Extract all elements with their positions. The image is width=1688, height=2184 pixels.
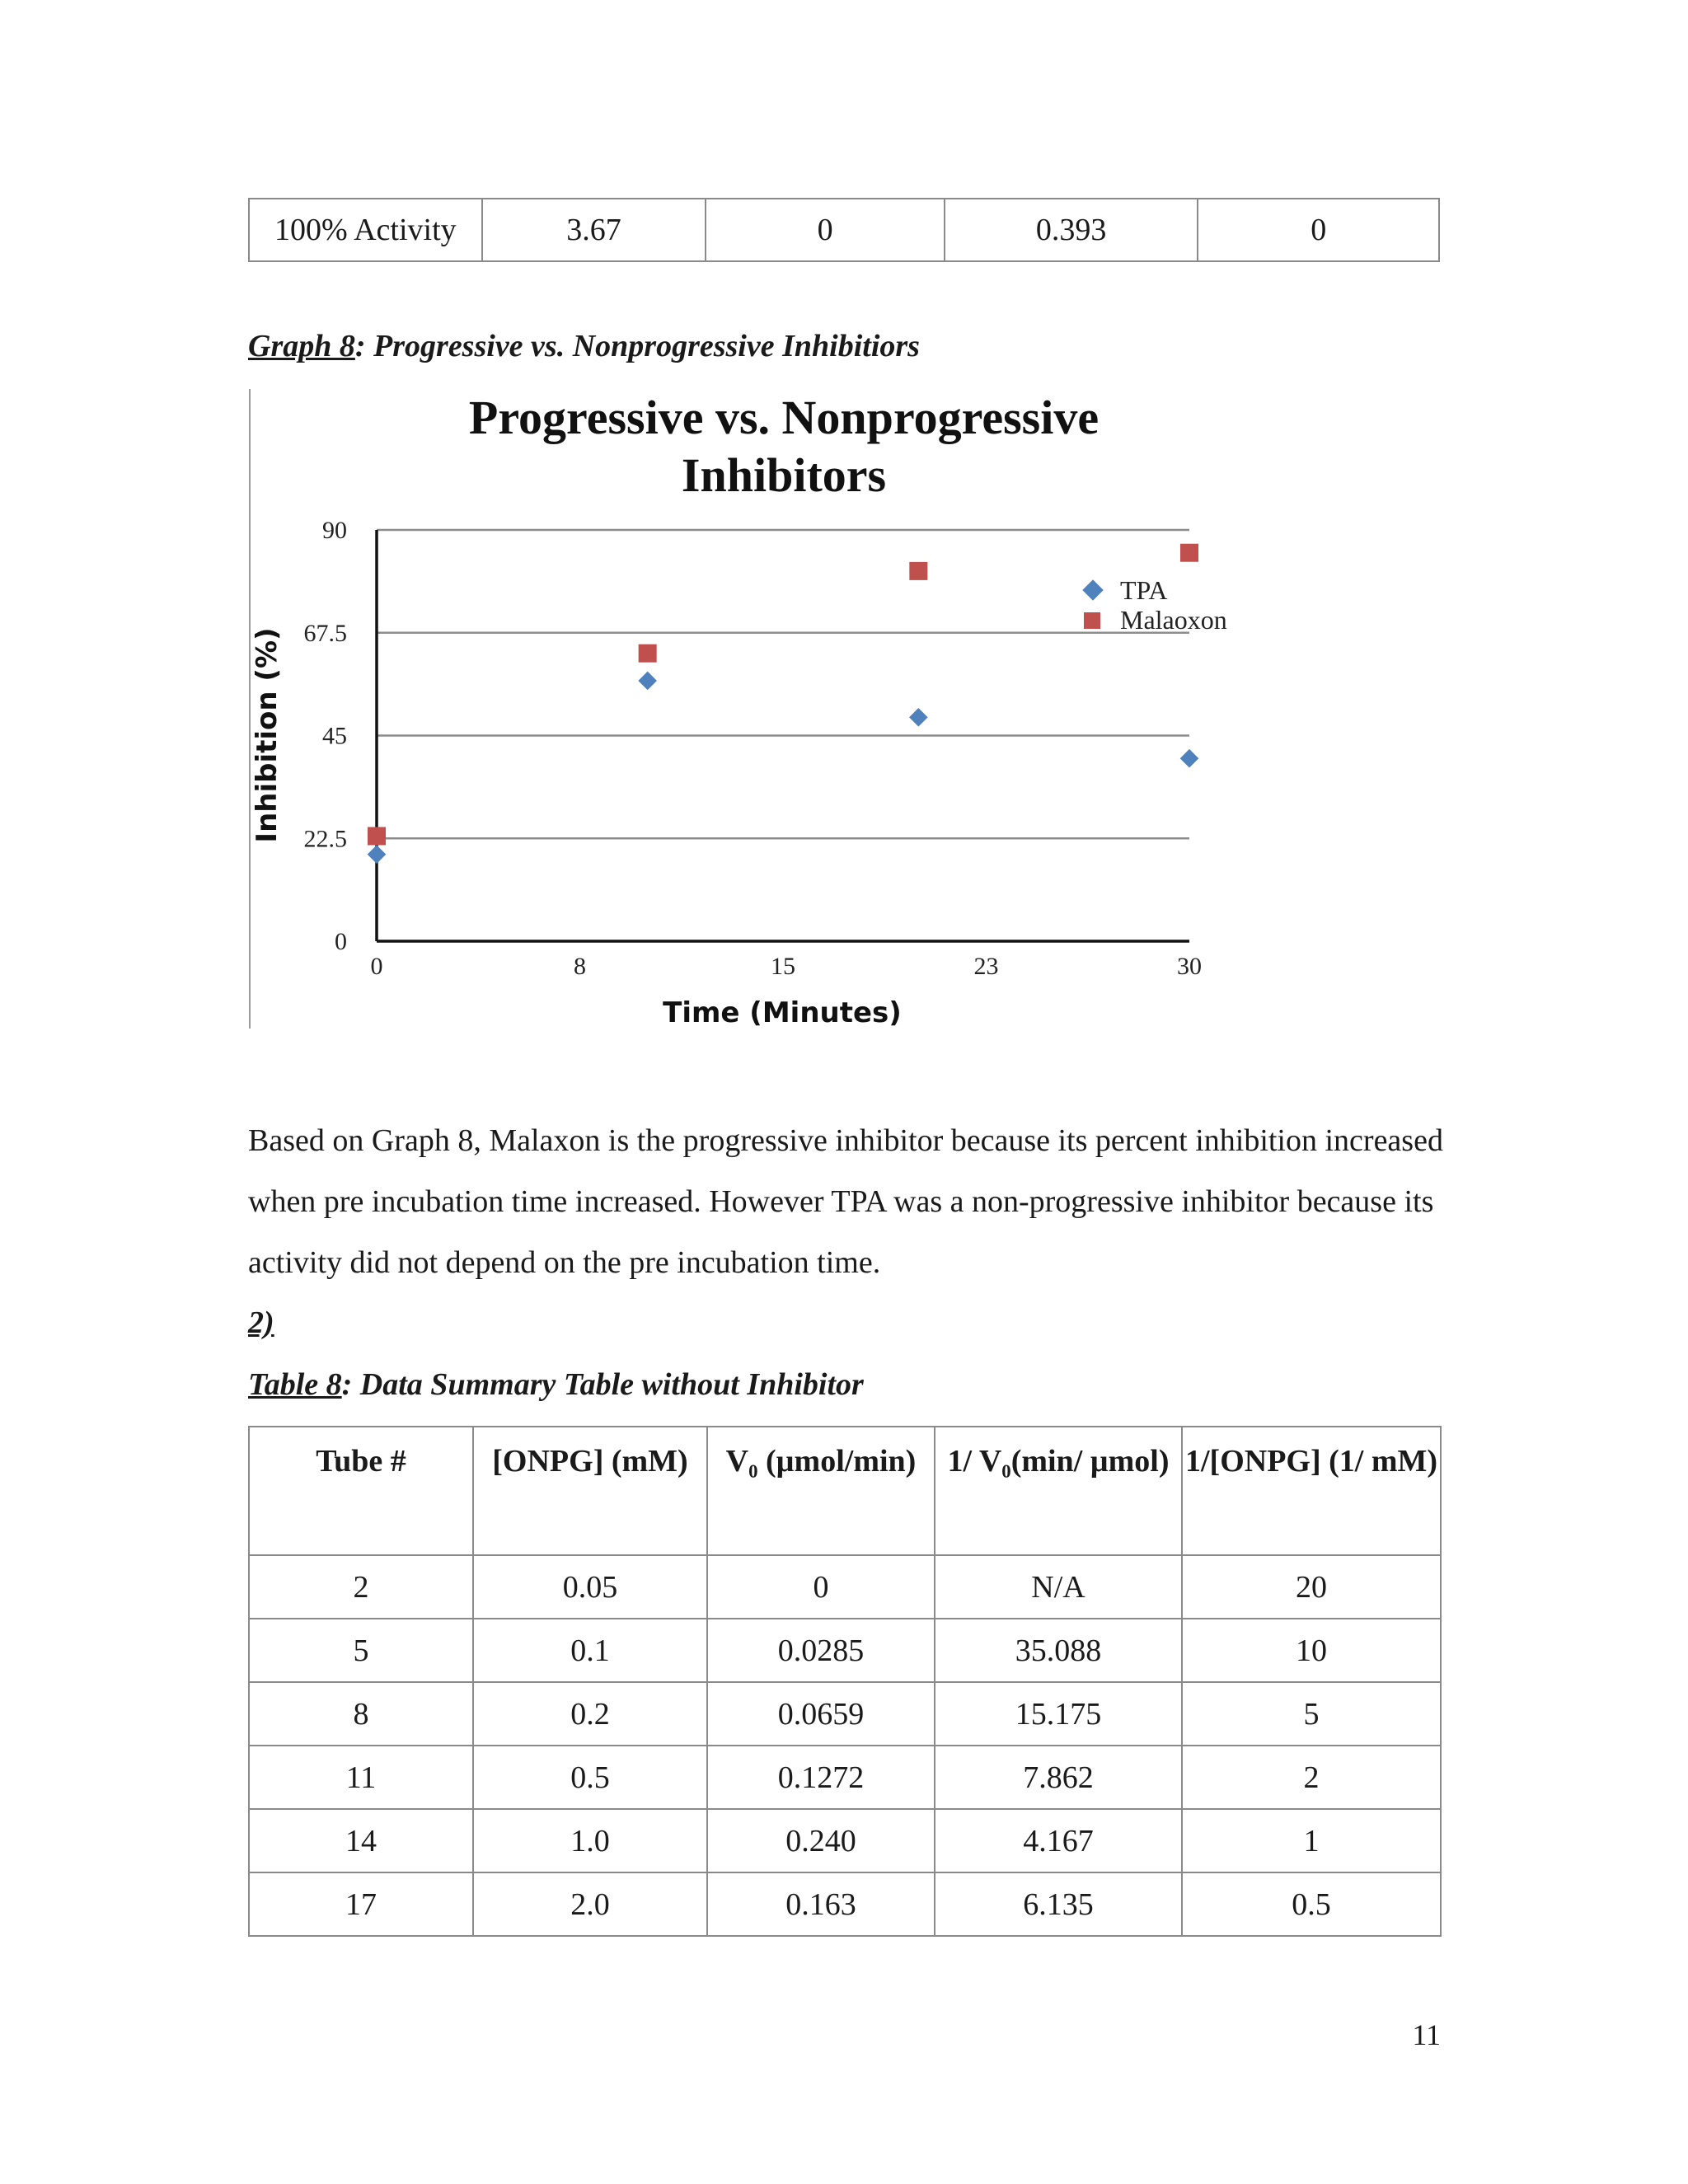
table-row — [249, 1682, 1441, 1746]
table-cell: 0 — [707, 1555, 935, 1619]
x-tick-label: 8 — [574, 953, 586, 980]
graph-caption-text: : Progressive vs. Nonprogressive Inhibitiors — [354, 329, 920, 363]
table-cell: 1.0 — [473, 1809, 707, 1872]
table-cell: 0.1272 — [707, 1746, 935, 1809]
x-axis-title: Time (Minutes) — [663, 996, 902, 1029]
column-header: 1/[ONPG] (1/ mM) — [1182, 1427, 1441, 1555]
table-row — [249, 1809, 1441, 1872]
y-tick-label: 22.5 — [303, 825, 347, 853]
y-tick-label: 45 — [322, 722, 347, 750]
y-tick-label: 90 — [322, 517, 347, 544]
table-caption-label: Table 8 — [248, 1367, 342, 1402]
x-tick-label: 15 — [771, 953, 795, 980]
table-cell: 10 — [1182, 1619, 1441, 1682]
table-cell: 0.1 — [473, 1619, 707, 1682]
table-cell: N/A — [935, 1555, 1182, 1619]
legend-malaoxon-marker — [1084, 612, 1100, 629]
table-cell: 8 — [249, 1682, 473, 1746]
column-header: [ONPG] (mM) — [473, 1427, 707, 1555]
table-cell: 2 — [249, 1555, 473, 1619]
table-cell: 100% Activity — [249, 199, 482, 261]
legend-tpa-label: TPA — [1120, 575, 1168, 605]
column-header: Tube # — [249, 1427, 473, 1555]
table-cell: 0.05 — [473, 1555, 707, 1619]
chart-title-line-2: Inhibitors — [681, 448, 887, 502]
table-cell: 14 — [249, 1809, 473, 1872]
table-cell: 2.0 — [473, 1872, 707, 1936]
y-tick-label: 0 — [335, 928, 347, 955]
x-tick-label: 23 — [973, 953, 999, 980]
table-cell: 5 — [249, 1619, 473, 1682]
table-cell: 0 — [706, 199, 945, 261]
y-tick-label: 67.5 — [303, 619, 347, 647]
column-header: 1/ V₀(min/ µmol) — [935, 1427, 1182, 1555]
section-number: 2) — [248, 1305, 274, 1340]
body-paragraph: Based on Graph 8, Malaxon is the progressive inhibitor because its percent inhibition increased when pre incubation time increased. However TPA was a non-progressive inhibitor because its activity did not depend on the pre incubation time. — [248, 1123, 1443, 1280]
malaoxon-point — [639, 644, 657, 663]
table-cell: 0.0659 — [707, 1682, 935, 1746]
table-cell: 35.088 — [935, 1619, 1182, 1682]
scatter-chart — [248, 387, 1257, 1030]
table-cell: 15.175 — [935, 1682, 1182, 1746]
table-cell: 7.862 — [935, 1746, 1182, 1809]
table-cell: 4.167 — [935, 1809, 1182, 1872]
chart-title-line-1: Progressive vs. Nonprogressive — [468, 391, 1100, 444]
table-cell: 0.393 — [945, 199, 1198, 261]
table-cell: 0.163 — [707, 1872, 935, 1936]
column-header: V₀ (µmol/min) — [707, 1427, 935, 1555]
table-cell: 0 — [1198, 199, 1439, 261]
top-table — [248, 198, 1440, 262]
table-cell: 0.5 — [473, 1746, 707, 1809]
malaoxon-point — [1180, 544, 1198, 562]
summary-table — [248, 1426, 1442, 1937]
table-header-row — [249, 1427, 1441, 1555]
graph-caption — [248, 328, 920, 364]
table-cell: 17 — [249, 1872, 473, 1936]
page-number: 11 — [1412, 2018, 1441, 2051]
legend-malaoxon-label: Malaoxon — [1120, 605, 1227, 635]
x-tick-label: 0 — [370, 953, 383, 980]
table-cell: 2 — [1182, 1746, 1441, 1809]
table-cell: 0.0285 — [707, 1619, 935, 1682]
graph-caption-label: Graph 8 — [248, 329, 355, 363]
table-row — [249, 1619, 1441, 1682]
table-cell: 6.135 — [935, 1872, 1182, 1936]
malaoxon-point — [909, 562, 927, 580]
table-cell: 0.240 — [707, 1809, 935, 1872]
table-row — [249, 1872, 1441, 1936]
table-cell: 20 — [1182, 1555, 1441, 1619]
table-cell: 1 — [1182, 1809, 1441, 1872]
table-cell: 11 — [249, 1746, 473, 1809]
malaoxon-point — [368, 827, 386, 845]
x-tick-label: 30 — [1177, 953, 1202, 980]
y-axis-title: Inhibition (%) — [251, 627, 284, 843]
table-caption — [248, 1366, 864, 1403]
table-row — [249, 1555, 1441, 1619]
table-caption-text: : Data Summary Table without Inhibitor — [341, 1367, 864, 1402]
table-cell: 5 — [1182, 1682, 1441, 1746]
table-row — [249, 199, 1439, 261]
table-cell: 0.5 — [1182, 1872, 1441, 1936]
table-row — [249, 1746, 1441, 1809]
table-cell: 3.67 — [482, 199, 706, 261]
table-cell: 0.2 — [473, 1682, 707, 1746]
